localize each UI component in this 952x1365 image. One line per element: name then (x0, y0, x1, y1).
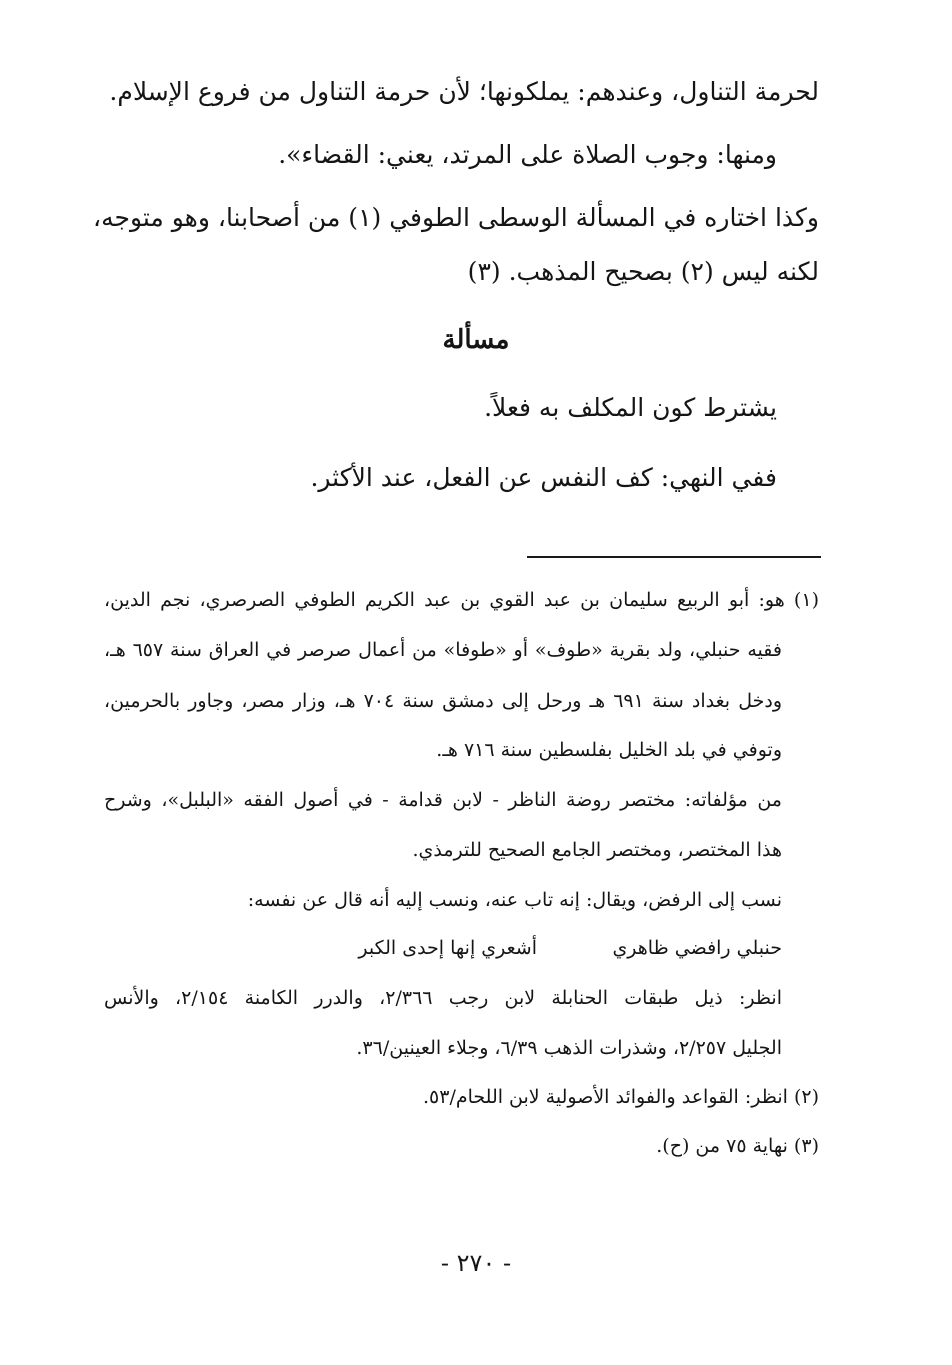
footnote-1-line-2: فقيه حنبلي، ولد بقرية «طوف» أو «طوفا» من أعمال صرصر في العراق سنة ٦٥٧ هـ، (104, 639, 782, 661)
footnote-1-ref-line-1: انظر: ذيل طبقات الحنابلة لابن رجب ٢/٣٦٦، والدرر الكامنة ٢/١٥٤، والأنس (104, 987, 783, 1009)
body-line-2: ومنها: وجوب الصلاة على المرتد، يعني: القضاء». (278, 140, 777, 169)
footnote-1-ref-line-2: الجليل ٢/٢٥٧، وشذرات الذهب ٦/٣٩، وجلاء العينين/٣٦. (356, 1037, 782, 1059)
section-heading: مسألة (442, 325, 510, 355)
body-line-4: لكنه ليس (٢) بصحيح المذهب. (٣) (467, 257, 819, 286)
footnote-1-line-5: من مؤلفاته: مختصر روضة الناظر - لابن قدامة - في أصول الفقه «البلبل»، وشرح (104, 789, 782, 811)
footnote-2: (٢) انظر: القواعد والفوائد الأصولية لابن اللحام/٥٣. (422, 1086, 819, 1108)
body-line-3: وكذا اختاره في المسألة الوسطى الطوفي (١) من أصحابنا، وهو متوجه، (93, 203, 819, 232)
footnote-1-line-3: ودخل بغداد سنة ٦٩١ هـ ورحل إلى دمشق سنة ٧٠٤ هـ، وزار مصر، وجاور بالحرمين، (104, 690, 782, 712)
verse-hemistich-right: حنبلي رافضي ظاهري (612, 937, 782, 959)
footnote-1-line-4: وتوفي في بلد الخليل بفلسطين سنة ٧١٦ هـ. (436, 739, 782, 761)
body-line-6: ففي النهي: كف النفس عن الفعل، عند الأكثر. (310, 463, 777, 492)
footnote-1-line-6: هذا المختصر، ومختصر الجامع الصحيح للترمذي. (412, 839, 782, 861)
verse-hemistich-left: أشعري إنها إحدى الكبر (358, 937, 537, 959)
body-line-1: لحرمة التناول، وعندهم: يملكونها؛ لأن حرمة التناول من فروع الإسلام. (109, 77, 819, 106)
footnote-separator (527, 556, 821, 558)
page-number: - ٢٧٠ - (440, 1249, 512, 1277)
footnote-1-line-7: نسب إلى الرفض، ويقال: إنه تاب عنه، ونسب إليه أنه قال عن نفسه: (247, 889, 782, 911)
footnote-3: (٣) نهاية ٧٥ من (ح). (656, 1135, 819, 1157)
body-line-5: يشترط كون المكلف به فعلاً. (484, 393, 777, 422)
footnote-1-line-1: (١) هو: أبو الربيع سليمان بن عبد القوي بن عبد الكريم الطوفي الصرصري، نجم الدين، (104, 589, 819, 611)
